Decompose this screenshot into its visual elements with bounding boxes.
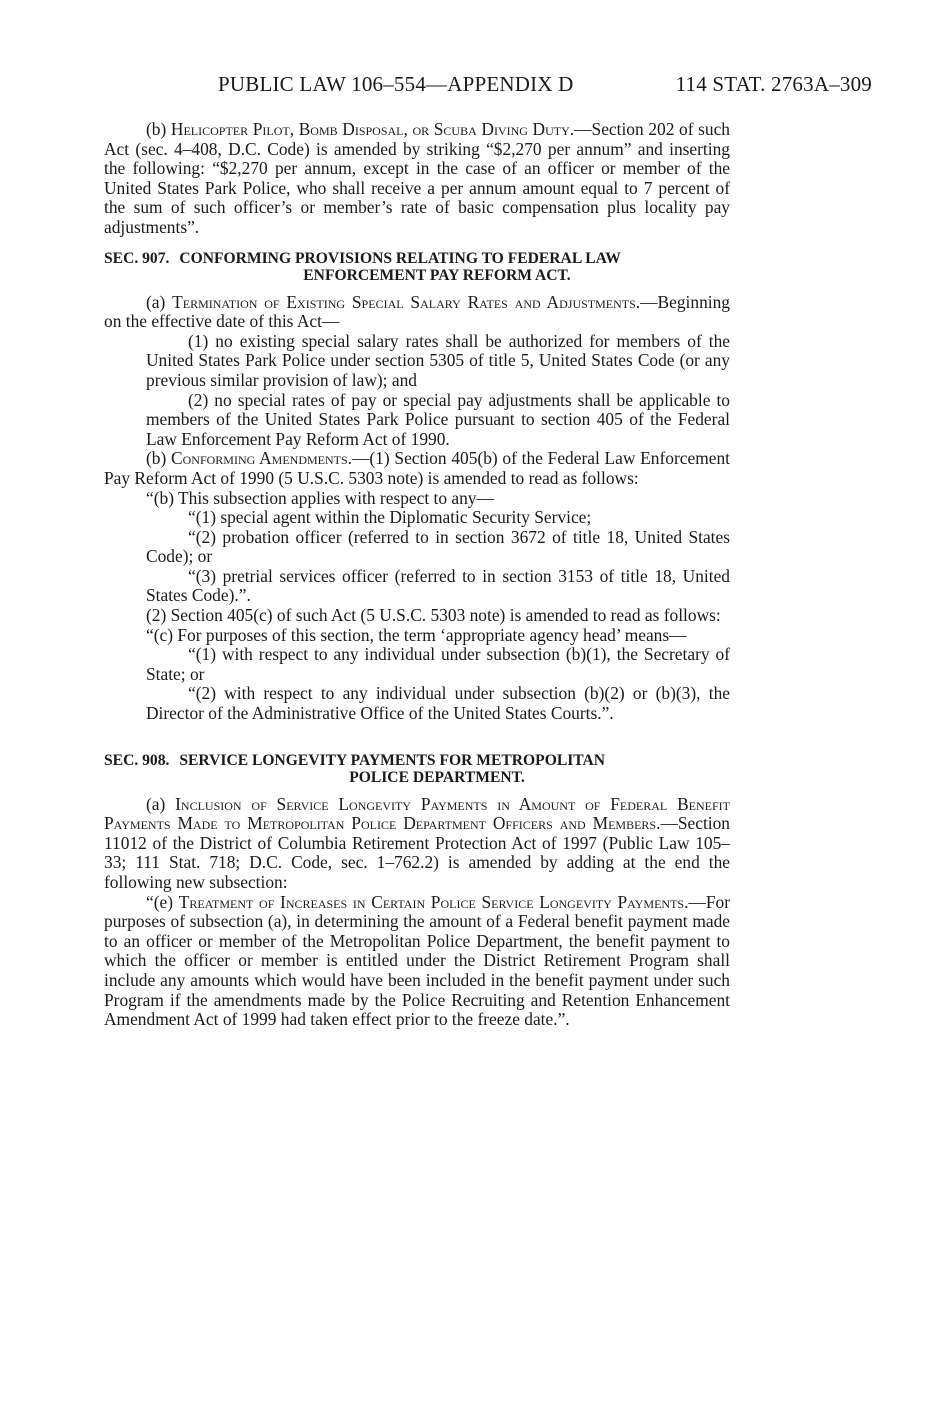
- paragraph-heading: Helicopter Pilot, Bomb Disposal, or Scuba Diving Duty.: [170, 119, 575, 139]
- sec907-paragraph-b: (b) Conforming Amendments.—(1) Section 405(b) of the Federal Law Enforcement Pay Reform Act of 1990 (5 U.S.C. 5303 note) is amended to read as follows:: [104, 448, 730, 488]
- paragraph-b-helicopter: (b) Helicopter Pilot, Bomb Disposal, or Scuba Diving Duty.—Section 202 of such Act (sec. 4–408, D.C. Code) is amended by striking “$2,270 per annum” and inserting the following: “$2,270 per annum, except in the case of an officer or member of the United States Park Police, who shall receive a per annum amount equal to 7 percent of the sum of such officer’s or member’s rate of basic compensation plus locality pay adjustments”.: [104, 119, 731, 237]
- section-908-heading: SEC. 908. SERVICE LONGEVITY PAYMENTS FOR METROPOLITAN POLICE DEPARTMENT.: [104, 751, 606, 787]
- quoted-c-item-2: “(2) with respect to any individual under subsection (b)(2) or (b)(3), the Director of the Administrative Office of the United States Courts.”.: [146, 683, 730, 724]
- header-page-citation: 114 STAT. 2763A–309: [675, 72, 872, 96]
- sec907-amendment-2: (2) Section 405(c) of such Act (5 U.S.C. 5303 note) is amended to read as follows:: [146, 605, 721, 626]
- paragraph-heading: Treatment of Increases in Certain Police Service Longevity Payments.: [178, 891, 689, 912]
- quoted-subsection-c: “(c) For purposes of this section, the term ‘appropriate agency head’ means—: [146, 624, 687, 645]
- section-907-heading: SEC. 907. CONFORMING PROVISIONS RELATING TO FEDERAL LAW ENFORCEMENT PAY REFORM ACT.: [104, 249, 621, 285]
- sec907-a-item-1: (1) no existing special salary rates shall be authorized for members of the United States Park Police under section 5305 of title 5, United States Code (or any previous similar provision of law); and: [146, 330, 730, 390]
- header-law-title: PUBLIC LAW 106–554—APPENDIX D: [218, 72, 574, 96]
- quoted-c-item-1: “(1) with respect to any individual under subsection (b)(1), the Secretary of State; or: [146, 644, 730, 684]
- sec908-paragraph-a: (a) Inclusion of Service Longevity Payments in Amount of Federal Benefit Payments Made to Metropolitan Police Department Officers and Members.—Section 11012 of the District of Columbia Retirement Protection Act of 1997 (Public Law 105–33; 111 Stat. 718; D.C. Code, sec. 1–762.2) is amended by adding at the end the following new subsection:: [104, 793, 730, 892]
- quoted-b-item-1: “(1) special agent within the Diplomatic Security Service;: [188, 507, 592, 528]
- sec908-quoted-subsection-e: “(e) Treatment of Increases in Certain Police Service Longevity Payments.—For purposes of subsection (a), in determining the amount of a Federal benefit payment made to an officer or member of the Metropolitan Police Department, the benefit payment to which the officer or member is entitled under the District Retirement Program shall include any amounts which would have been included in the benefit payment under such Program if the amendments made by the Police Recruiting and Retention Enhancement Amendment Act of 1999 had taken effect prior to the freeze date.”.: [104, 891, 730, 1030]
- running-header: [218, 72, 872, 97]
- quoted-b-item-2: “(2) probation officer (referred to in section 3672 of title 18, United States Code); or: [146, 526, 730, 567]
- paragraph-heading: Termination of Existing Special Salary Rates and Adjustments.: [172, 291, 641, 312]
- paragraph-heading: Conforming Amendments.: [171, 448, 352, 469]
- sec907-paragraph-a: (a) Termination of Existing Special Salary Rates and Adjustments.—Beginning on the effective date of this Act—: [104, 291, 730, 332]
- quoted-b-item-3: “(3) pretrial services officer (referred to in section 3153 of title 18, United States Code).”.: [146, 565, 730, 606]
- sec907-a-item-2: (2) no special rates of pay or special pay adjustments shall be applicable to members of the United States Park Police pursuant to section 405 of the Federal Law Enforcement Pay Reform Act of 1990.: [146, 389, 730, 449]
- paragraph-heading: Inclusion of Service Longevity Payments in Amount of Federal Benefit Payments Made to Metropolitan Police Department Officers and Members.: [104, 793, 730, 834]
- quoted-subsection-b: “(b) This subsection applies with respect to any—: [146, 487, 494, 508]
- body-text: [104, 120, 730, 1030]
